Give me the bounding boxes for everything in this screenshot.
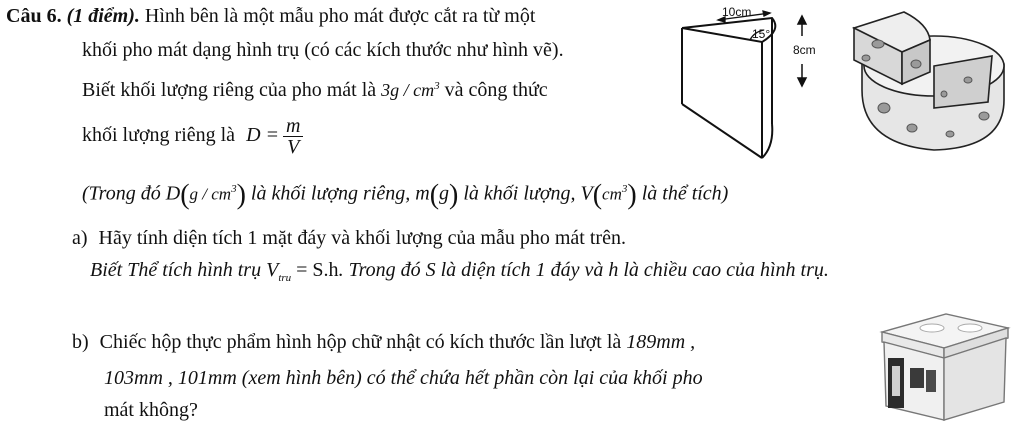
angle-label: 15°: [752, 27, 771, 41]
part-a-label: a): [72, 227, 88, 249]
note-open: (Trong đó: [82, 182, 161, 205]
cheese-hole-icon: [946, 131, 954, 137]
density-value: [381, 80, 440, 100]
note-m-text: là khối lượng,: [463, 182, 576, 205]
part-a-question: [72, 226, 626, 250]
container-label-stripe: [892, 366, 900, 396]
note-v: V: [580, 182, 593, 205]
radius-arrow-right: [763, 11, 770, 16]
cheese-hole-icon: [979, 112, 989, 120]
note-d: D: [165, 182, 181, 205]
part-a-hint: [90, 258, 829, 290]
line4-text: khối lượng riêng là: [82, 124, 236, 147]
height-arrow-down: [798, 78, 806, 86]
hint-pre: Biết Thể tích hình trụ: [90, 259, 262, 281]
note-v-exp: 3: [621, 183, 628, 195]
variables-note: (Trong đó $D(g / cm^3)$ là khối lượng riêng, m(g) là khối lượng, $V(cm^3)$ là thể tích): [82, 179, 729, 211]
cheese-hole-icon: [862, 55, 870, 61]
cheese-wedge-diagram: [672, 6, 832, 168]
part-b-line1: Chiếc hộp thực phẩm hình hộp chữ nhật có kích thước lần lượt là: [99, 331, 622, 353]
density-value-text: 3g / cm: [381, 80, 435, 100]
cheese-hole-icon: [911, 60, 921, 68]
hint-v: V: [266, 259, 279, 281]
wedge-bottom-left: [682, 104, 762, 158]
part-b-label: b): [72, 331, 89, 353]
wedge-bottom-right: [762, 124, 772, 158]
question-line2: khối pho mát dạng hình trụ (có các kích thước như hình vẽ).: [82, 39, 564, 61]
cheese-wheel-illustration: [842, 4, 1014, 156]
height-arrow-up: [798, 16, 806, 24]
container-lid-tab: [958, 324, 982, 332]
part-b-line2: [104, 366, 703, 390]
question-header: [6, 4, 535, 28]
formula-lhs: D =: [246, 124, 280, 147]
line3-pre: Biết khối lượng riêng của pho mát là: [82, 79, 377, 101]
food-container-illustration: [874, 306, 1014, 424]
part-b-dim2: 103mm ,: [104, 367, 173, 389]
note-d-unit: g / cm: [189, 184, 232, 204]
formula-numerator: m: [283, 116, 303, 137]
density-exp: 3: [434, 80, 440, 92]
hint-post: . Trong đó S là diện tích 1 đáy và h là chiều cao của hình trụ.: [338, 259, 829, 281]
question-line3: [82, 74, 548, 102]
cheese-hole-icon: [941, 91, 947, 97]
note-m: m: [415, 182, 430, 205]
question-line4: [82, 116, 303, 157]
formula-fraction: [283, 116, 303, 157]
line3-post: và công thức: [444, 79, 548, 101]
height-label: 8cm: [793, 43, 816, 57]
part-b-question: [72, 330, 695, 354]
note-v-text: là thể tích): [641, 182, 729, 205]
note-d-exp: 3: [231, 183, 237, 195]
container-lid-tab: [920, 324, 944, 332]
cheese-cut-notch: [934, 56, 992, 108]
note-v-unit: cm: [602, 184, 622, 204]
radius-label: 10cm: [722, 6, 752, 19]
formula-denominator: V: [287, 136, 300, 158]
part-b-line2-text: (xem hình bên) có thể chứa hết phần còn lại của khối pho: [241, 367, 703, 389]
part-b-dim3: 101mm: [177, 367, 237, 389]
question-number: Câu 6.: [6, 5, 62, 27]
note-m-unit: g: [439, 182, 450, 205]
cheese-hole-icon: [907, 124, 917, 132]
note-d-text: là khối lượng riêng,: [250, 182, 411, 205]
hint-eq: = S.h: [296, 259, 339, 281]
part-b-dim1: 189mm ,: [626, 331, 696, 353]
part-b-line3: mát không?: [104, 399, 198, 421]
container-label-panel-2: [926, 370, 936, 392]
cheese-hole-icon: [878, 103, 890, 113]
cheese-hole-icon: [872, 40, 884, 48]
part-a-text: Hãy tính diện tích 1 mặt đáy và khối lượng của mẫu pho mát trên.: [98, 227, 626, 249]
container-label-panel: [910, 368, 924, 388]
cheese-hole-icon: [964, 77, 972, 83]
question-line1: Hình bên là một mẫu pho mát được cắt ra từ một: [144, 5, 536, 27]
question-points: (1 điểm).: [66, 5, 140, 27]
hint-sub: tru: [278, 272, 292, 284]
